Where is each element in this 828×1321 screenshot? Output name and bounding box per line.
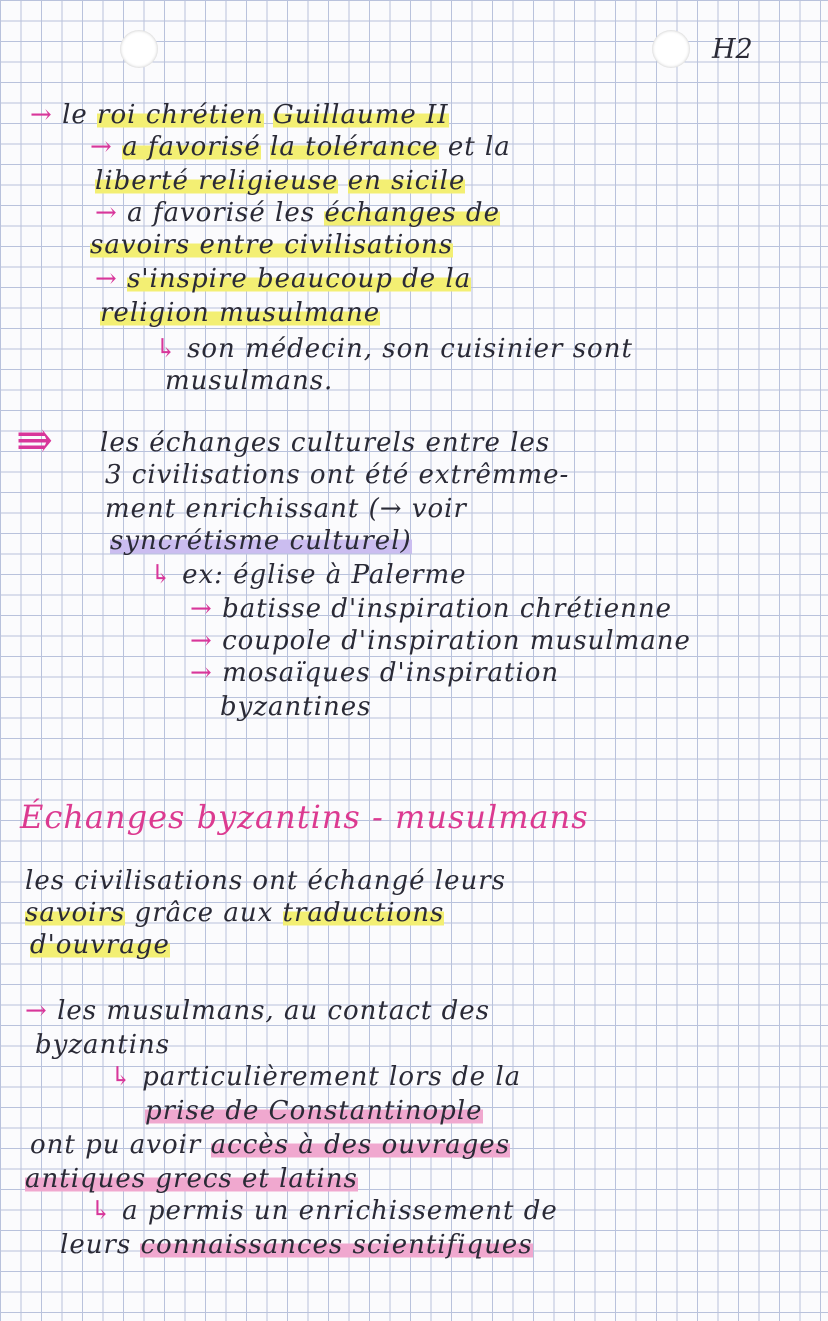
hook-arrow-icon: ↳ (90, 1196, 113, 1226)
text: grâce aux (134, 898, 274, 928)
text: ex: église à Palerme (182, 560, 467, 590)
note-line (25, 898, 444, 928)
highlighted-text: d'ouvrage (30, 930, 170, 960)
highlighted-text: religion musulmane (100, 298, 381, 328)
highlighted-text: syncrétisme culturel) (110, 526, 412, 556)
punch-hole-left (120, 30, 158, 68)
hook-arrow-icon: ↳ (155, 334, 178, 364)
highlighted-text: roi chrétien (97, 100, 264, 130)
arrow-icon: → (95, 264, 118, 294)
note-line (165, 366, 333, 396)
text: byzantines (220, 692, 372, 722)
note-line (110, 526, 412, 556)
note-line (95, 198, 500, 228)
text: et la (447, 132, 511, 162)
text: coupole d'inspiration musulmane (222, 626, 691, 656)
note-line (25, 1164, 358, 1194)
highlighted-text: a favorisé (122, 132, 261, 162)
note-line (105, 494, 467, 524)
highlighted-text: la tolérance (270, 132, 439, 162)
note-line (25, 866, 506, 896)
double-arrow-icon: ⇛ (16, 415, 53, 466)
text: 3 civilisations ont été extrêmme- (105, 460, 570, 490)
highlighted-text: prise de Constantinople (145, 1096, 483, 1126)
section-heading: Échanges byzantins - musulmans (20, 798, 589, 836)
note-line (155, 334, 633, 364)
note-line (100, 428, 550, 458)
note-line (110, 1062, 521, 1092)
arrow-icon: → (190, 594, 213, 624)
text: batisse d'inspiration chrétienne (222, 594, 672, 624)
highlighted-text: connaissances scientifiques (140, 1230, 533, 1260)
text: les civilisations ont échangé leurs (25, 866, 506, 896)
note-line (105, 460, 569, 490)
note-line (60, 1230, 533, 1260)
page-number: H2 (712, 34, 753, 65)
text: mosaïques d'inspiration (222, 658, 560, 688)
note-line (150, 560, 467, 590)
arrow-icon: → (25, 996, 48, 1026)
note-line (90, 230, 453, 260)
text: byzantins (35, 1030, 171, 1060)
note-line (95, 264, 471, 294)
hook-arrow-icon: ↳ (150, 560, 173, 590)
arrow-icon: → (95, 198, 118, 228)
note-line (90, 132, 511, 162)
highlighted-text: liberté religieuse (95, 166, 339, 196)
note-line (35, 1030, 170, 1060)
note-line (90, 1196, 558, 1226)
highlighted-text: traductions (282, 898, 445, 928)
text: les échanges culturels entre les (100, 428, 551, 458)
text: ment enrichissant (→ voir (105, 494, 467, 524)
note-line (145, 1096, 483, 1126)
highlighted-text: antiques grecs et latins (25, 1164, 358, 1194)
arrow-icon: → (190, 626, 213, 656)
note-line (95, 166, 465, 196)
highlighted-text: s'inspire beaucoup de la (127, 264, 472, 294)
note-line (190, 626, 691, 656)
note-line (30, 100, 449, 130)
hook-arrow-icon: ↳ (110, 1062, 133, 1092)
note-line (100, 298, 380, 328)
highlighted-text: savoirs entre civilisations (90, 230, 454, 260)
note-line (30, 930, 170, 960)
note-line (190, 594, 672, 624)
arrow-icon: → (90, 132, 113, 162)
text: a permis un enrichissement de (122, 1196, 558, 1226)
arrow-icon: → (30, 100, 53, 130)
highlighted-text: Guillaume II (272, 100, 449, 130)
note-line (25, 996, 490, 1026)
highlighted-text: échanges de (324, 198, 500, 228)
punch-hole-right (652, 30, 690, 68)
highlighted-text: en sicile (347, 166, 466, 196)
highlighted-text: savoirs (25, 898, 126, 928)
text: son médecin, son cuisinier sont (187, 334, 633, 364)
text: leurs (60, 1230, 132, 1260)
text: musulmans. (165, 366, 334, 396)
text: a favorisé les (127, 198, 316, 228)
arrow-icon: → (190, 658, 213, 688)
note-line (220, 692, 372, 722)
highlighted-text: accès à des ouvrages (210, 1130, 511, 1160)
text: ont pu avoir (30, 1130, 202, 1160)
text: le (62, 100, 88, 130)
note-line (190, 658, 559, 688)
text: les musulmans, au contact des (57, 996, 491, 1026)
text: particulièrement lors de la (142, 1062, 522, 1092)
note-line (30, 1130, 510, 1160)
